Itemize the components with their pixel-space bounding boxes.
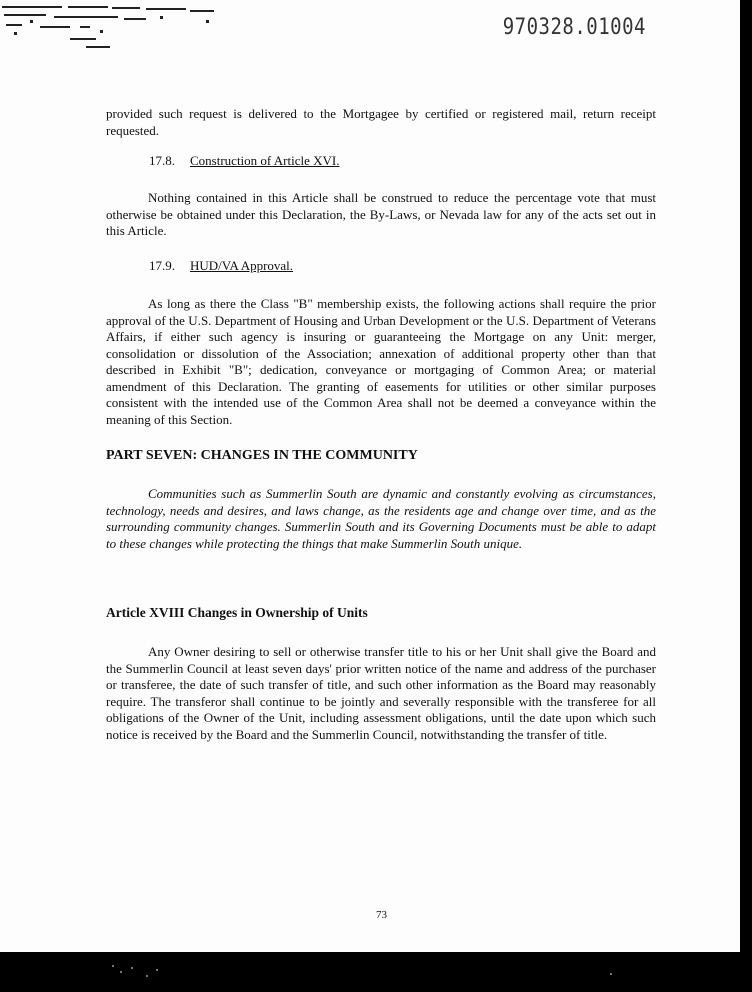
part-seven-intro	[106, 486, 656, 552]
section-17-9-heading	[149, 258, 293, 274]
section-17-8-text: Nothing contained in this Article shall be construed to reduce the percentage vote that must otherwise be obtained under this Declaration, the By-Laws, or Nevada law for any of the acts set out in this Article.	[106, 190, 656, 238]
continuation-text: provided such request is delivered to the Mortgagee by certified or registered mail, return receipt requested.	[106, 106, 656, 138]
section-17-9-text: As long as there the Class "B" membership exists, the following actions shall require the prior approval of the U.S. Department of Housing and Urban Development or the U.S. Department of Veterans Affairs, if either such agency is insuring or guaranteeing the Mortgage on any Unit: merger, consolidation or dissolution of the Association; annexation of additional property other than that described in Exhibit "B"; dedication, conveyance or mortgaging of Common Area; or material amendment of this Declaration. The granting of easements for utilities or other similar purposes consistent with the intended use of the Common Area shall not be deemed a conveyance within the meaning of this Section.	[106, 296, 656, 427]
article-xviii-heading: Article XVIII Changes in Ownership of Units	[106, 605, 368, 620]
article-xviii-body	[106, 644, 656, 743]
section-title: Construction of Article XVI.	[190, 153, 340, 168]
section-number: 17.8.	[149, 153, 175, 168]
section-17-8-body	[106, 190, 656, 240]
part-seven-intro-text: Communities such as Summerlin South are dynamic and constantly evolving as circumstances, technology, needs and desires, and laws change, as the residents age and change over time, and as the surrounding community changes. Summerlin South and its Governing Documents must be able to adapt to these changes while protecting the things that make Summerlin South unique.	[106, 486, 656, 551]
scan-footer-noise	[0, 955, 752, 992]
section-17-8-heading	[149, 153, 339, 169]
document-control-number: 970328.01004	[502, 14, 646, 40]
section-number: 17.9.	[149, 258, 175, 273]
part-seven-heading: PART SEVEN: CHANGES IN THE COMMUNITY	[106, 448, 418, 463]
article-xviii-text: Any Owner desiring to sell or otherwise transfer title to his or her Unit shall give the Board and the Summerlin Council at least seven days' prior written notice of the name and address of the purchaser or transferee, the date of such transfer of title, and such other information as the Board may reasonably require. The transferor shall continue to be jointly and severally responsible with the transferee for all obligations of the Owner of the Unit, including assessment obligations, until the date upon which such notice is received by the Board and the Summerlin Council, notwithstanding the transfer of title.	[106, 644, 656, 742]
page-number: 73	[376, 909, 387, 921]
continuation-paragraph	[106, 106, 656, 139]
section-title: HUD/VA Approval.	[190, 258, 294, 273]
section-17-9-body	[106, 296, 656, 428]
scan-header-noise	[0, 2, 230, 54]
